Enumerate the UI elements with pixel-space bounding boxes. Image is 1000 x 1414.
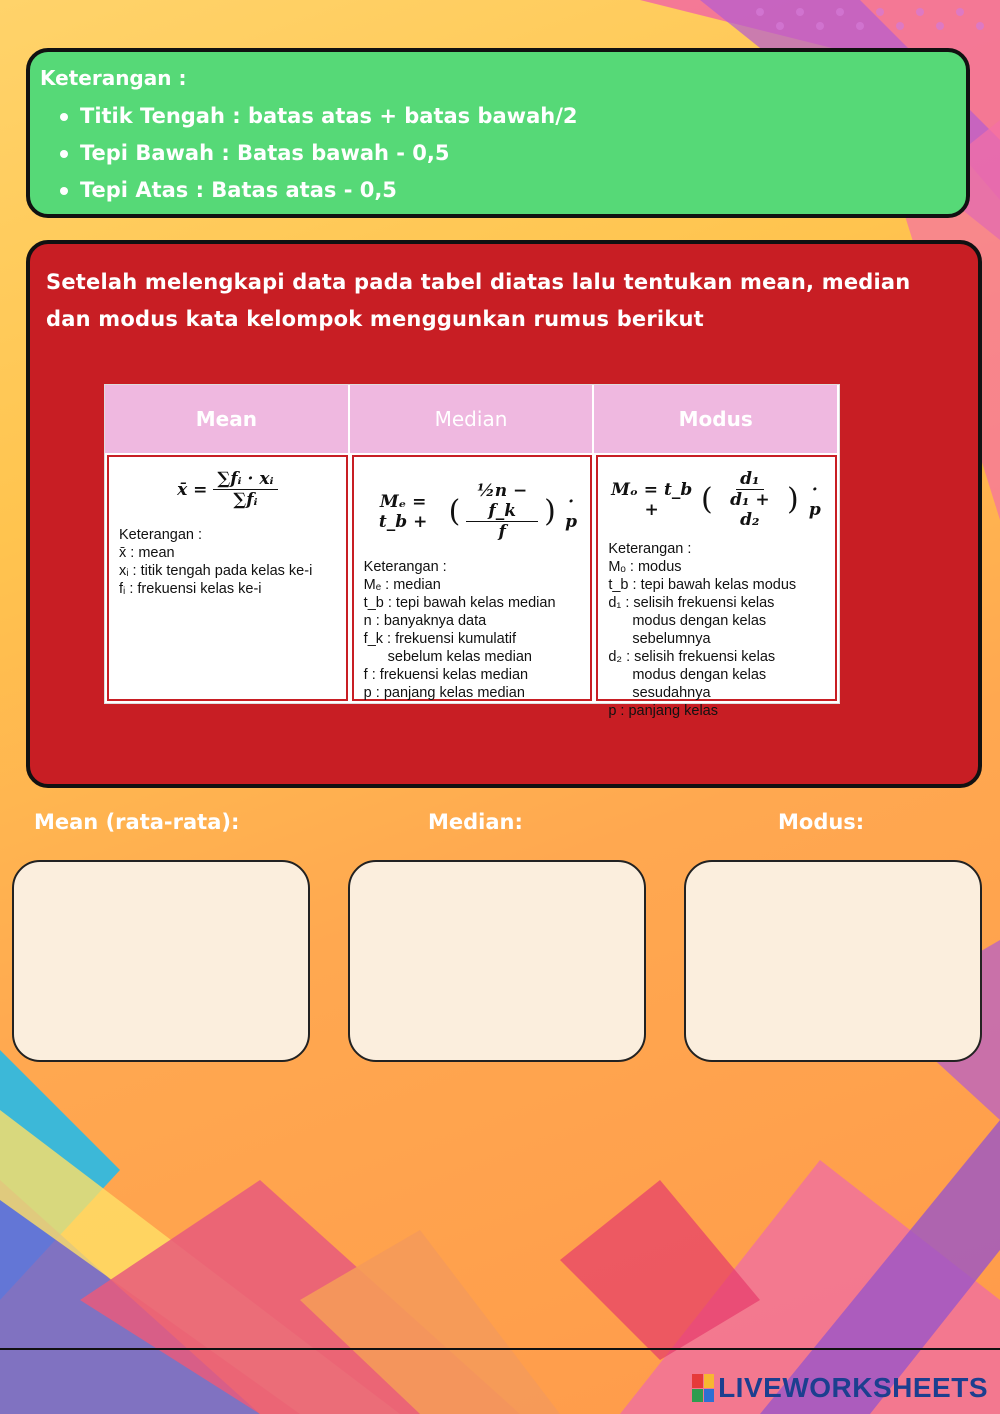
modus-answer-label: Modus: <box>778 810 865 834</box>
liveworksheets-logo[interactable] <box>692 1372 988 1404</box>
mean-notes: Keterangan : x̄ : mean xᵢ : titik tengah pada kelas ke-i fᵢ : frekuensi kelas ke-i <box>119 527 313 597</box>
modus-notes: Keterangan : Mₒ : modus t_b : tepi bawah kelas modus d₁ : selisih frekuensi kelas modus dengan kelas sebelumnya d₂ : selisih frekuensi kelas modus dengan kelas sesudahnya p : panjang kelas <box>608 541 797 719</box>
formula-table-body <box>105 453 839 719</box>
formula-table-header <box>105 385 839 453</box>
instruction-card <box>26 240 982 788</box>
median-formula: Mₑ = t_b + ( $\frac{\text{½n − f\_k}}{f}$ ) · p <box>378 481 577 542</box>
keterangan-title: Keterangan : <box>40 66 187 90</box>
keterangan-item-titik-tengah: Titik Tengah : batas atas + batas bawah/2 <box>40 98 956 135</box>
liveworksheets-logo-text: LIVEWORKSHEETS <box>718 1372 988 1403</box>
mean-formula-cell <box>107 455 348 701</box>
formula-table <box>104 384 840 719</box>
liveworksheets-logo-icon <box>692 1374 714 1402</box>
header-mean: Mean <box>105 385 350 453</box>
median-notes: Keterangan : Mₑ : median t_b : tepi bawah kelas median n : banyaknya data f_k : frekuensi kumulatif sebelum kelas median f : frekuensi kelas median p : panjang kelas median <box>363 559 556 701</box>
keterangan-item-tepi-atas: Tepi Atas : Batas atas - 0,5 <box>40 172 956 209</box>
keterangan-item-tepi-bawah: Tepi Bawah : Batas bawah - 0,5 <box>40 135 956 172</box>
mean-answer-label: Mean (rata-rata): <box>34 810 240 834</box>
modus-formula-cell <box>596 455 837 719</box>
mean-formula: x̄ = $\frac{\text{∑fᵢ · xᵢ}}{\text{∑fᵢ}}$ <box>119 469 336 510</box>
median-answer-label: Median: <box>428 810 523 834</box>
header-modus: Modus <box>594 385 839 453</box>
keterangan-card <box>26 48 970 218</box>
median-answer-input[interactable] <box>348 860 646 1062</box>
header-median: Median <box>350 385 595 453</box>
modus-formula: Mₒ = t_b + ( $\frac{\text{d₁}}{\text{d₁ + d₂}}$ ) · p <box>611 469 821 530</box>
modus-answer-input[interactable] <box>684 860 982 1062</box>
keterangan-list <box>40 98 956 209</box>
mean-answer-input[interactable] <box>12 860 310 1062</box>
median-formula-cell <box>352 455 593 701</box>
footer-divider <box>0 1348 1000 1350</box>
instruction-text: Setelah melengkapi data pada tabel diatas lalu tentukan mean, median dan modus kata kelompok menggunkan rumus berikut <box>46 270 911 331</box>
